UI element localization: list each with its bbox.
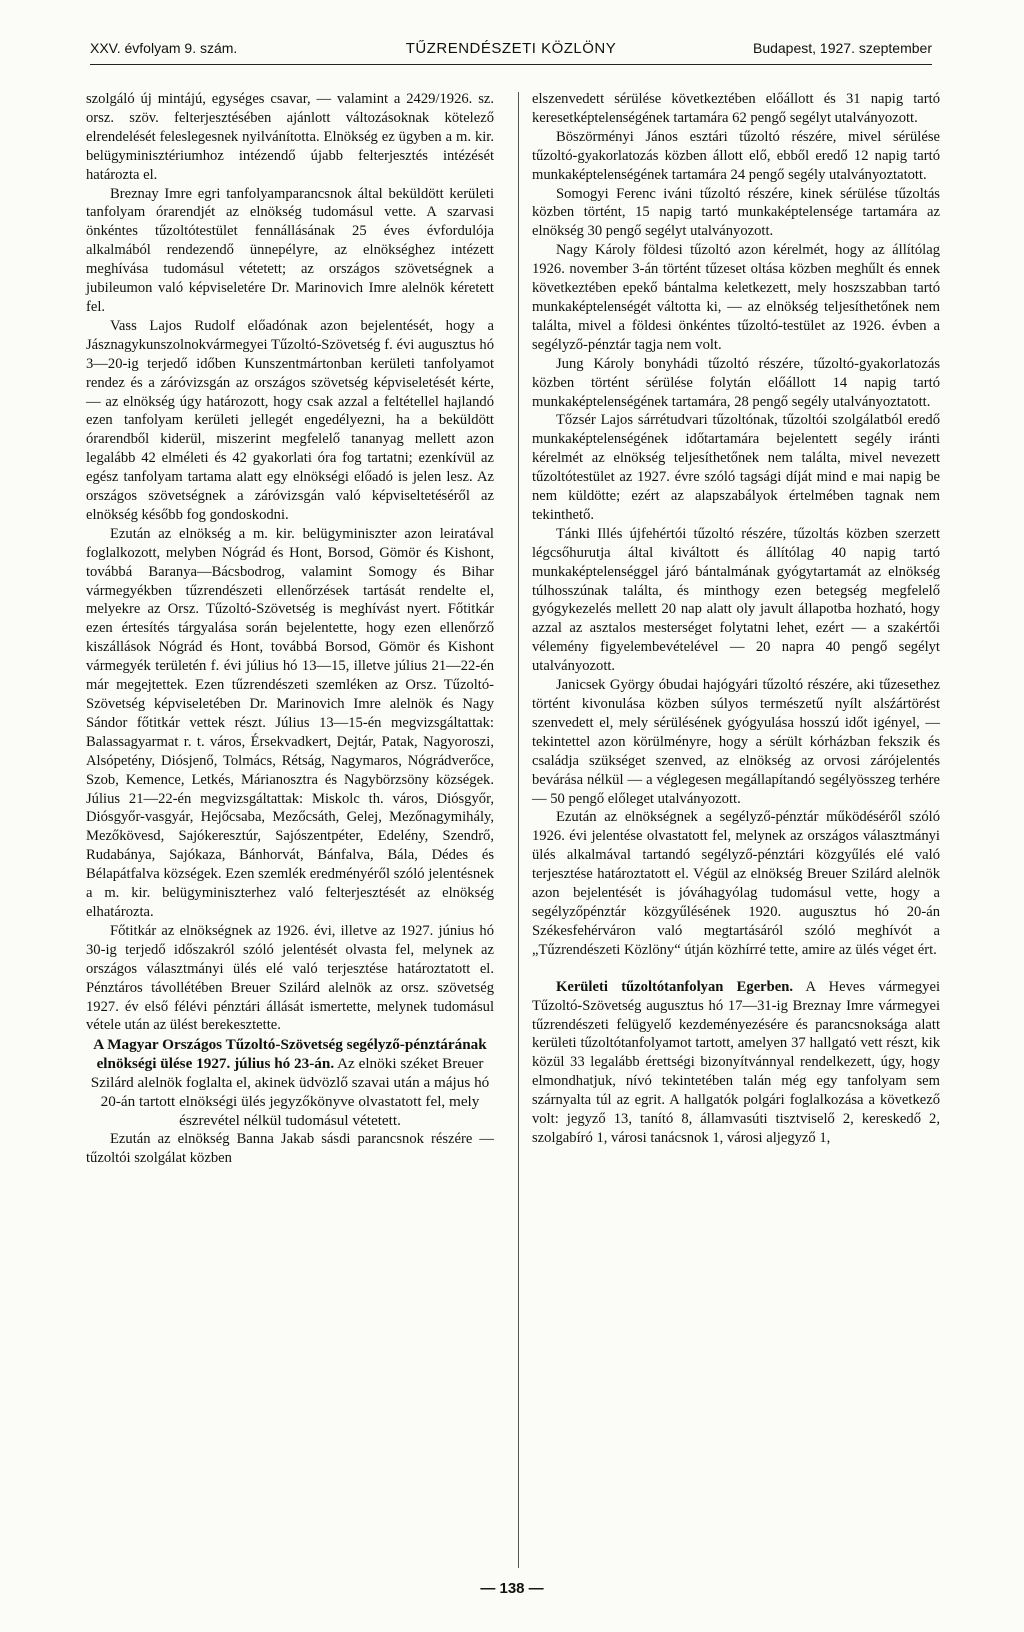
paragraph: Ezután az elnökségnek a segélyző-pénztár működéséről szóló 1926. évi jelentése olvastatott fel, melynek az országos választmányi ülés alkalmával tartandó segélyző-pénztári közgyűlés elé való terjesztése határoztatott el. Végül az elnökség Breuer Szilárd alelnök azon bejelentését is jóváhagyólag tudomásul vette, hogy a segélyzőpénztár közgyűlésének 1920. augusztus hó 20-án Székesfehérváron való megtartásáról szóló meghívót a „Tűzrendészeti Közlöny“ útján közhírré tette, amire az ülés véget ért. [532,809,940,958]
paragraph: Az elnöki széket Breuer Szilárd alelnök foglalta el, akinek üdvözlő szavai után a május hó 20-án tartott elnökségi ülés jegyzőkönyve olvastatott fel, mely észrevétel nélkül tudomásul vétetett. [90,1055,490,1130]
paragraph: Vass Lajos Rudolf előadónak azon bejelentését, hogy a Jásznagykunszolnokvármegyei Tűzoltó-Szövetség f. évi augusztus hó 3—20-ig terjedő időben Kunszentmártonban kerületi tanfolyamot rendez és a záróvizsgán az országos szövetség képviseletését kérte, — az elnökség úgy határozott, hogy csak azzal a feltétellel hajlandó ezen tanfolyam kerületi jellegét engedélyezni, ha a beküldött órarendből kiderül, miszerint megfelelő tananyag mellett azon legalább 42 elméleti és 42 gyakorlati óra fog tartatni; ezenkívül az egész tanfolyam tartama alatt egy elnökségi előadó is jelen lesz. Az országos szövetségnek a záróvizsgán való képviseltetéséről az elnökség később fog gondoskodni. [86,317,494,523]
page-header [90,40,932,65]
paragraph: Nagy Károly földesi tűzoltó azon kérelmét, hogy az állítólag 1926. november 3-án történt tűzeset oltása közben meghűlt és ennek következtében epekő bántalma keletkezett, mely hoszszabban tartó munkaképtelenségét váltotta ki, — az elnökség teljesíthetőnek nem találta, mivel a földesi önkéntes tűzoltó-testület az 1926. évben a segélyző-pénztár tagja nem volt. [532,242,940,353]
paragraph: Breznay Imre egri tanfolyamparancsnok által beküldött kerületi tanfolyam órarendjét az elnökség tudomásul vette. A szarvasi önkéntes tűzoltótestület fennállásának 25 éves évfordulója alkalmából rendezendő ünnepélyre, az elnökséghez intézett meghívása tudomásul vétetett; az országos szövetségnek a jubileumon való képviseletére Dr. Marinovich Imre alelnök kéretett fel. [86,185,494,315]
paragraph-text: A Heves vármegyei Tűzoltó-Szövetség augusztus hó 17—31-ig Breznay Imre vármegyei tűzrendészeti felügyelő kezdeményezésére és parancsnoksága alatt kerületi tűzoltótanfolyamot tartott, amelyen 37 hallgató vett részt, kik közül 33 legalább érettségi bizonyítvánnyal rendelkezett, úgy, hogy elmondhatjuk, nívó tekintetében talán még egy tanfolyam sem szárnyalta túl az egrit. A hallgatók polgári foglalkozása a következő volt: jegyző 13, tanító 8, államvasúti tisztviselő 2, kereskedő 2, szolgabíró 1, városi tanácsnok 1, városi aljegyző 1, [532,978,940,1146]
section-heading [86,1035,494,1130]
right-column [532,90,940,1148]
paragraph: Böszörményi János esztári tűzoltó részére, mivel sérülése tűzoltó-gyakorlatozás közben állott elő, ebből eredő 12 napig tartó munkaképtelenségének tartamára 24 pengő segély utalványoztatott. [532,128,940,183]
column-divider [518,92,519,1568]
paragraph: Tőzsér Lajos sárrétudvari tűzoltónak, tűzoltói szolgálatból eredő munkaképtelenségének időtartamára bejelentett segély iránti kérelmét az elnökség teljesíthetőnek nem találta, mivel nevezett tűzoltótestület az 1927. évre szóló tagsági díját mind e mai napig be nem küldötte; ezért az alapszabályok értelmében tagnak nem tekinthető. [532,412,940,523]
paragraph: Somogyi Ferenc iváni tűzoltó részére, kinek sérülése tűzoltás közben történt, 15 napig tartó munkaképtelensége tartamára az elnökség 30 pengő segélyt utalványozott. [532,185,940,240]
page-number: — 138 — [480,1580,544,1597]
paragraph: Ezután az elnökség a m. kir. belügyminiszter azon leiratával foglalkozott, melyben Nógrád és Hont, Borsod, Gömör és Kishont, továbbá Baranya—Bácsbodrog, valamint Somogy és Bihar vármegyékben tűzrendészeti ellenőrzések tartását rendelte el, melyekre az Orsz. Tűzoltó-Szövetség is meghívást nyert. Főtitkár ezen értesítés tárgyalása során bejelentette, hogy ezen ellenőrző kiszállások Nógrád és Hont, továbbá Borsod, Gömör és Kishont vármegyék területén f. évi július hó 13—15, illetve július 21—22-én már megejtettek. Ezen tűzrendészeti szemléken az Orsz. Tűzoltó-Szövetség képviseletében Dr. Marinovich Imre alelnök és Nagy Sándor főtitkár vettek részt. Július 13—15-én megvizsgáltattak: Balassagyarmat r. t. város, Érsekvadkert, Dejtár, Patak, Nagyoroszi, Alsópetény, Diósjenő, Tolmács, Rétság, Nagymaros, Nógrádverőce, Szob, Kemence, Letkés, Márianosztra és Nagybörzsöny községek. Július 21—22-én megvizsgáltattak: Miskolc th. város, Diósgyőr, Diósgyőr-vasgyár, Hejőcsaba, Mezőcsáth, Gelej, Mezőnagymihály, Mezőkövesd, Sajókeresztúr, Sajószentpéter, Edelény, Szendrő, Rudabánya, Sajókaza, Bánhorvát, Bánfalva, Bála, Dédes és Bélapátfalva községek. Ezen szemlék eredményéről szóló jelentésnek a m. kir. belügyminiszterhez való felterjesztését az elnökség elhatározta. [86,525,494,920]
section-heading-text: A Magyar Országos Tűzoltó-Szövetség segélyző-pénztárának elnökségi ülése 1927. július hó 23-án. [93,1036,487,1073]
place-and-date: Budapest, 1927. szeptember [752,40,932,56]
volume-number: XXV. évfolyam 9. szám. [90,40,238,56]
paragraph: Ezután az elnökség Banna Jakab sásdi parancsnok részére — tűzoltói szolgálat közben [86,1131,494,1167]
publication-title: TŰZRENDÉSZETI KÖZLÖNY [405,40,617,57]
left-column [86,90,494,1168]
section-heading: Kerületi tűzoltótanfolyan Egerben. [556,978,794,995]
paragraph: Tánki Illés újfehértói tűzoltó részére, tűzoltás közben szerzett légcsőhurutja által kiváltott és állítólag 40 napig tartó munkaképtelenséggel járó bántalmának gyógytartamát az elnökség túlhosszúnak találta, és minthogy ezen betegség megfelelő gyógykezelés mellett 20 nap alatt oly javult állapotba hozható, hogy azzal az asztalos mesterséget folytatni lehet, ezért — a szakértői vélemény figyelembevételével — 20 napra 40 pengő segélyt utalványozott. [532,525,940,675]
paragraph: Jung Károly bonyhádi tűzoltó részére, tűzoltó-gyakorlatozás közben történt sérülése folytán előállott 14 napig tartó munkaképtelenségének tartamára, 28 pengő segély utalványoztatott. [532,355,940,410]
paragraph: szolgáló új mintájú, egységes csavar, — valamint a 2429/1926. sz. orsz. szöv. felterjesztésében ajánlott változásoknak kötelező elrendelését feleslegesnek nyilvánította. Elnökség ez ügyben a m. kir. belügyminisztériumhoz intézendő újabb felterjesztés intézését határozta el. [86,91,494,183]
section-paragraph [532,978,940,1148]
paragraph: Janicsek György óbudai hajógyári tűzoltó részére, aki tűzesethez történt kivonulása közben súlyos természetű nyílt alsźártörést szenvedett el, mely sérülésének gyógyulása hosszú időt igényel, — tekintettel azon körülményre, hogy a sérült kórházban fekszik és családja szükséget szenved, az elnökség az orvosi zárójelentés bevárása nélkül — a véglegesen megállapítandó segélyösszeg terhére — 50 pengő előleget utalványozott. [532,677,940,807]
paragraph: Főtitkár az elnökségnek az 1926. évi, illetve az 1927. június hó 30-ig terjedő időszakról szóló jelentését olvasta fel, melynek az országos választmányi ülés elé való terjesztése határoztatott el. Pénztáros távollétében Breuer Szilárd alelnök az orsz. szövetség 1927. év első félévi pénztári állását ismertette, melynek tudomásul vétele után az ülést berekesztette. [86,922,494,1034]
paragraph: elszenvedett sérülése következtében előállott és 31 napig tartó keresetképtelenségének tartamára 62 pengő segélyt utalványozott. [532,91,940,126]
spacer [532,960,940,978]
